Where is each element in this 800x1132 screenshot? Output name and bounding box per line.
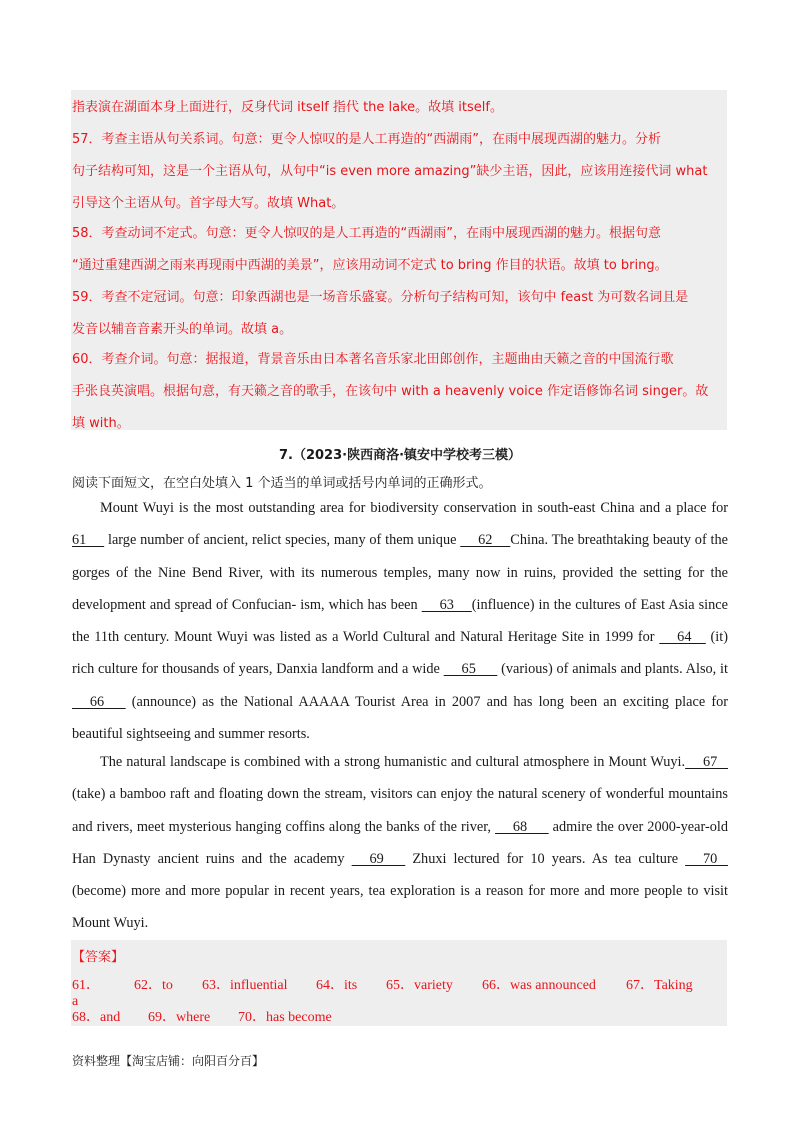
- question-instruction: 阅读下面短文，在空白处填入 1 个适当的单词或括号内单词的正确形式。: [72, 476, 492, 491]
- blank-65: 65: [443, 661, 498, 678]
- explanation-line: 60．考查介词。句意：据报道，背景音乐由日本著名音乐家北田郎创作，主题曲由天籁之音的中国流行歌: [72, 352, 674, 367]
- answer-item: 68．and: [72, 1010, 121, 1025]
- explanation-line: 手张良英演唱。根据句意，有天籁之音的歌手，在该句中 with a heavenly voice 作定语修饰名词 singer。故: [72, 384, 709, 399]
- answer-label: 【答案】: [72, 950, 125, 965]
- passage-text: Zhuxi lectured for 10 years. As tea culture: [405, 850, 686, 867]
- passage-text: Mount Wuyi is the most outstanding area for biodiversity conservation in south-east China and a place for: [100, 500, 728, 516]
- answer-item: 65．variety: [386, 978, 453, 993]
- answer-item: 63．influential: [202, 978, 288, 993]
- passage-text: (various) of animals and plants. Also, it: [497, 661, 728, 678]
- answer-item: 64．its: [316, 978, 358, 993]
- passage-text: large number of ancient, relict species, many of them unique: [104, 532, 461, 549]
- passage-text: (take) a bamboo raft and floating down the stream, visitors can enjoy the natural scenery of wonderful mountains and rivers, meet mysterious hanging coffins along the banks of the river,: [72, 786, 728, 835]
- passage-text: (it) rich culture for thousands of years, Danxia landform and a wide: [72, 629, 729, 678]
- passage-text: (become) more and more popular in recent years, tea exploration is a reason for more and more people to visit Mount Wuyi.: [72, 883, 728, 932]
- passage-text: (influence) in the cultures of East Asia since the 11th century. Mount Wuyi was listed as a World Cultural and Natural Heritage Site in 1999 for: [72, 596, 728, 646]
- explanation-line: 句子结构可知，这是一个主语从句，从句中“is even more amazing”缺少主语，因此，应该用连接代词 what: [72, 164, 708, 179]
- blank-66: 66: [72, 693, 126, 710]
- passage-text: admire the over 2000-year-old Han Dynasty ancient ruins and the academy: [72, 818, 729, 867]
- answer-item: 69．where: [148, 1010, 211, 1025]
- blank-64: 64: [659, 629, 706, 646]
- blank-70: 70: [685, 850, 728, 867]
- blank-67: 67: [685, 754, 728, 770]
- passage-text: The natural landscape is combined with a strong humanistic and cultural atmosphere in Mount Wuyi.: [100, 754, 686, 770]
- explanation-line: 57．考查主语从句关系词。句意：更令人惊叹的是人工再造的“西湖雨”，在雨中展现西湖的魅力。分析: [72, 132, 662, 147]
- passage-text: (announce) as the National AAAAA Tourist Area in 2007 and has long been an exciting place for beautiful sightseeing and summer resorts.: [72, 693, 728, 743]
- blank-62: 62: [460, 532, 511, 549]
- blank-68: 68: [495, 818, 549, 835]
- answer-item: 62．to: [134, 978, 173, 993]
- page-footer: 资料整理【淘宝店铺：向阳百分百】: [72, 1054, 265, 1068]
- blank-69: 69: [351, 850, 406, 867]
- answer-item: 61．a: [72, 978, 100, 1009]
- explanation-line: 指表演在湖面本身上面进行，反身代词 itself 指代 the lake。故填 itself。: [72, 100, 503, 115]
- question-title: 7.（2023·陕西商洛·镇安中学校考三模）: [278, 448, 522, 463]
- explanation-line: 59．考查不定冠词。句意：印象西湖也是一场音乐盛宴。分析句子结构可知，该句中 feast 为可数名词且是: [72, 290, 689, 305]
- answer-item: 66．was announced: [482, 978, 596, 993]
- blank-63: 63: [421, 596, 472, 613]
- passage-paragraph-2: [72, 746, 728, 940]
- answer-item: 70．has become: [238, 1010, 332, 1025]
- passage-paragraph-1: [72, 492, 728, 750]
- explanation-line: 填 with。: [72, 416, 130, 431]
- answer-item: 67．Taking: [626, 978, 693, 993]
- explanation-line: 发音以辅音音素开头的单词。故填 a。: [72, 322, 293, 337]
- explanation-line: 引导这个主语从句。首字母大写。故填 What。: [72, 196, 345, 211]
- explanation-line: 58．考查动词不定式。句意：更令人惊叹的是人工再造的“西湖雨”，在雨中展现西湖的魅力。根据句意: [72, 226, 662, 241]
- explanation-line: “通过重建西湖之雨来再现雨中西湖的美景”，应该用动词不定式 to bring 作目的状语。故填 to bring。: [72, 258, 668, 273]
- passage-text: China. The breathtaking beauty of the gorges of the Nine Bend River, with its numerous temples, many now in ruins, provided the setting for the development and spread of Confucian- ism, which has been: [72, 532, 728, 613]
- blank-61: 61: [72, 532, 105, 549]
